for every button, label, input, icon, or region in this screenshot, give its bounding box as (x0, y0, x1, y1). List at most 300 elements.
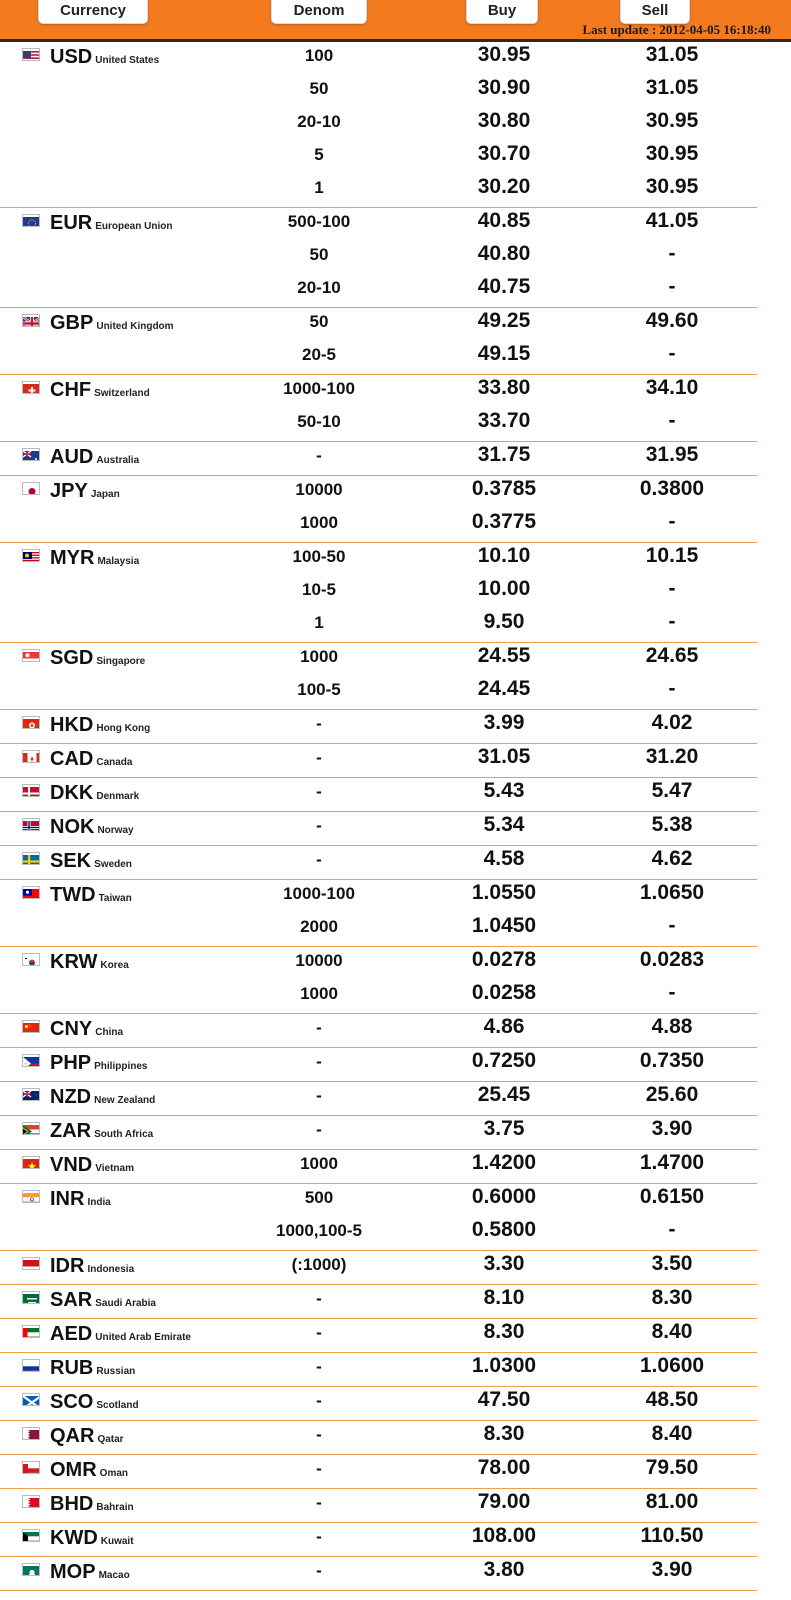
currency-group-rub (0, 1353, 757, 1387)
sell-rate: 8.30 (651, 1286, 693, 1309)
no-flag-icon (22, 818, 40, 831)
buy-rate: 4.86 (483, 1015, 525, 1038)
denom-value: 20-10 (297, 112, 341, 131)
buy-rate: 3.80 (483, 1558, 525, 1581)
buy-rate: 8.10 (483, 1286, 525, 1309)
currency-group-twd (0, 880, 757, 947)
currency-country: European Union (95, 221, 173, 232)
denom-value: - (316, 1018, 322, 1037)
dk-flag-icon (22, 784, 40, 797)
currency-code: SCO (50, 1391, 94, 1413)
currency-code: NZD (50, 1086, 92, 1108)
buy-rate: 40.85 (477, 209, 531, 232)
sell-rate: 5.38 (651, 813, 693, 836)
buy-column-button[interactable]: Buy (466, 0, 538, 24)
in-flag-icon (22, 1190, 40, 1203)
eu-flag-icon (22, 214, 40, 227)
buy-rate: 9.50 (483, 610, 525, 633)
currency-country: United Kingdom (96, 321, 174, 332)
sell-rate: - (668, 577, 676, 600)
denom-value: (:1000) (291, 1255, 347, 1274)
buy-rate: 0.3775 (471, 510, 537, 533)
currency-group-usd (0, 42, 757, 208)
table-row (0, 1048, 757, 1081)
denom-value: 1 (314, 178, 324, 197)
denom-value: - (316, 1561, 322, 1580)
ph-flag-icon (22, 1054, 40, 1067)
om-flag-icon (22, 1461, 40, 1474)
denom-value: 1000,100-5 (275, 1221, 363, 1240)
denom-value: 100-5 (297, 680, 341, 699)
mo-flag-icon (22, 1563, 40, 1576)
currency-code: KRW (50, 951, 98, 973)
denom-value: 50 (309, 245, 329, 264)
denom-value: - (316, 1493, 322, 1512)
currency-group-krw (0, 947, 757, 1014)
table-row (0, 1014, 757, 1047)
us-flag-icon (22, 48, 40, 61)
currency-country: Philippines (94, 1061, 148, 1072)
denom-value: 5 (314, 145, 324, 164)
au-flag-icon (22, 448, 40, 461)
denom-value: - (316, 1289, 322, 1308)
denom-value: 2000 (300, 917, 338, 936)
denom-value: - (316, 1086, 322, 1105)
sell-rate: 8.40 (651, 1422, 693, 1445)
denom-value: 500-100 (287, 212, 351, 231)
sell-rate: 110.50 (640, 1524, 704, 1547)
header-bar (0, 0, 791, 42)
currency-country: Vietnam (95, 1163, 134, 1174)
denom-value: 1000-100 (283, 379, 355, 398)
sell-rate: 24.65 (645, 644, 699, 667)
currency-country: Singapore (96, 656, 146, 667)
table-row (0, 1285, 757, 1318)
bh-flag-icon (22, 1495, 40, 1508)
table-row (0, 1387, 757, 1420)
currency-country: Macao (98, 1570, 130, 1581)
sell-rate: 0.7350 (639, 1049, 705, 1072)
sell-rate: 4.62 (651, 847, 693, 870)
table-row (0, 980, 757, 1013)
sell-rate: 30.95 (645, 109, 699, 132)
table-row (0, 543, 757, 576)
sell-rate: 5.47 (651, 779, 693, 802)
denom-value: 20-10 (297, 278, 341, 297)
sell-rate: 3.90 (651, 1558, 693, 1581)
currency-country: Malaysia (97, 556, 140, 567)
denom-value: 100 (304, 46, 334, 65)
table-row (0, 1082, 757, 1115)
buy-rate: 24.45 (477, 677, 531, 700)
denom-value: 1000 (300, 647, 338, 666)
sell-rate: - (668, 914, 676, 937)
currency-group-idr (0, 1251, 757, 1285)
denom-value: - (316, 1052, 322, 1071)
buy-rate: 30.80 (477, 109, 531, 132)
buy-rate: 0.7250 (471, 1049, 537, 1072)
buy-rate: 10.10 (477, 544, 531, 567)
denom-value: - (316, 1527, 322, 1546)
buy-rate: 0.6000 (471, 1185, 537, 1208)
table-row (0, 341, 757, 374)
currency-code: AED (50, 1323, 93, 1345)
buy-rate: 49.15 (477, 342, 531, 365)
currency-code: SAR (50, 1289, 93, 1311)
sell-column-button[interactable]: Sell (620, 0, 690, 24)
denom-value: - (316, 748, 322, 767)
currency-group-qar (0, 1421, 757, 1455)
denom-value: 1000-100 (283, 884, 355, 903)
buy-rate: 0.0258 (471, 981, 537, 1004)
currency-country: Kuwait (100, 1536, 134, 1547)
gb-flag-icon (22, 314, 40, 327)
currency-country: Canada (96, 757, 133, 768)
table-row (0, 1116, 757, 1149)
currency-group-dkk (0, 778, 757, 812)
sell-rate: - (668, 1218, 676, 1241)
currency-code: QAR (50, 1425, 95, 1447)
currency-label (50, 816, 134, 839)
denom-value: - (316, 446, 322, 465)
table-row (0, 576, 757, 609)
denom-value: 1 (314, 613, 324, 632)
currency-group-sar (0, 1285, 757, 1319)
sell-rate: 31.05 (645, 43, 699, 66)
currency-code: BHD (50, 1493, 94, 1515)
hk-flag-icon (22, 716, 40, 729)
sell-rate: - (668, 409, 676, 432)
denom-value: 1000 (300, 1154, 338, 1173)
currency-country: Taiwan (98, 893, 132, 904)
denom-value: - (316, 816, 322, 835)
table-row (0, 812, 757, 845)
table-row (0, 1421, 757, 1454)
denom-value: 10000 (295, 480, 343, 499)
sell-rate: 0.3800 (639, 477, 705, 500)
my-flag-icon (22, 549, 40, 562)
currency-code: USD (50, 46, 93, 68)
table-row (0, 1455, 757, 1488)
currency-country: United States (95, 55, 160, 66)
denom-value: 100-50 (292, 547, 346, 566)
currency-label (50, 850, 132, 873)
za-flag-icon (22, 1122, 40, 1135)
currency-label (50, 1052, 147, 1075)
table-row (0, 676, 757, 709)
table-row (0, 846, 757, 879)
buy-rate: 33.70 (477, 409, 531, 432)
table-row (0, 208, 757, 241)
currency-label (50, 884, 132, 907)
currency-code: GBP (50, 312, 94, 334)
currency-group-zar (0, 1116, 757, 1150)
sell-rate: 49.60 (645, 309, 699, 332)
currency-label (50, 547, 139, 570)
currency-country: Saudi Arabia (95, 1298, 156, 1309)
sell-rate: 31.95 (645, 443, 699, 466)
currency-column-button[interactable]: Currency (38, 0, 148, 24)
currency-country: Indonesia (87, 1264, 135, 1275)
currency-label (50, 1323, 191, 1346)
table-row (0, 375, 757, 408)
se-flag-icon (22, 852, 40, 865)
currency-country: Sweden (94, 859, 132, 870)
buy-rate: 8.30 (483, 1422, 525, 1445)
currency-label (50, 1154, 134, 1177)
sell-rate: - (668, 677, 676, 700)
currency-label (50, 1425, 124, 1448)
sell-rate: 8.40 (651, 1320, 693, 1343)
table-row (0, 274, 757, 307)
table-row (0, 1150, 757, 1183)
sell-rate: 79.50 (645, 1456, 699, 1479)
sell-rate: 30.95 (645, 175, 699, 198)
table-row (0, 947, 757, 980)
currency-country: India (87, 1197, 111, 1208)
currency-label (50, 379, 150, 402)
sell-rate: 1.0650 (639, 881, 705, 904)
table-row (0, 241, 757, 274)
currency-country: Russian (96, 1366, 136, 1377)
jp-flag-icon (22, 482, 40, 495)
currency-country: United Arab Emirate (95, 1332, 191, 1343)
sell-rate: - (668, 242, 676, 265)
denom-value: - (316, 1357, 322, 1376)
table-row (0, 408, 757, 441)
currency-country: Japan (90, 489, 120, 500)
currency-group-mop (0, 1557, 757, 1591)
currency-code: PHP (50, 1052, 92, 1074)
currency-country: China (95, 1027, 124, 1038)
buy-rate: 0.3785 (471, 477, 537, 500)
ru-flag-icon (22, 1359, 40, 1372)
buy-rate: 5.43 (483, 779, 525, 802)
table-row (0, 1217, 757, 1250)
currency-group-cad (0, 744, 757, 778)
buy-rate: 30.90 (477, 76, 531, 99)
currency-group-jpy (0, 476, 757, 543)
currency-group-php (0, 1048, 757, 1082)
currency-group-hkd (0, 710, 757, 744)
denom-value: 50 (309, 312, 329, 331)
currency-group-nzd (0, 1082, 757, 1116)
cn-flag-icon (22, 1020, 40, 1033)
buy-rate: 25.45 (477, 1083, 531, 1106)
table-row (0, 744, 757, 777)
currency-country: Hong Kong (96, 723, 151, 734)
table-row (0, 308, 757, 341)
kw-flag-icon (22, 1529, 40, 1542)
currency-group-sgd (0, 643, 757, 710)
buy-rate: 78.00 (477, 1456, 531, 1479)
sell-rate: 34.10 (645, 376, 699, 399)
buy-rate: 0.5800 (471, 1218, 537, 1241)
currency-group-cny (0, 1014, 757, 1048)
denom-value: 20-5 (301, 345, 337, 364)
currency-group-omr (0, 1455, 757, 1489)
table-row (0, 1184, 757, 1217)
sell-rate: 3.90 (651, 1117, 693, 1140)
denom-value: - (316, 850, 322, 869)
currency-code: MOP (50, 1561, 96, 1583)
currency-group-gbp (0, 308, 757, 375)
table-row (0, 1251, 757, 1284)
sell-rate: - (668, 981, 676, 1004)
denom-column-button[interactable]: Denom (271, 0, 367, 24)
table-row (0, 509, 757, 542)
table-row (0, 778, 757, 811)
currency-group-sco (0, 1387, 757, 1421)
buy-rate: 30.95 (477, 43, 531, 66)
sell-rate: 81.00 (645, 1490, 699, 1513)
sell-rate: - (668, 342, 676, 365)
tw-flag-icon (22, 886, 40, 899)
table-row (0, 1353, 757, 1386)
sell-rate: 10.15 (645, 544, 699, 567)
currency-group-vnd (0, 1150, 757, 1184)
table-row (0, 609, 757, 642)
currency-group-aed (0, 1319, 757, 1353)
buy-rate: 3.75 (483, 1117, 525, 1140)
table-row (0, 476, 757, 509)
currency-label (50, 1357, 135, 1380)
currency-label (50, 480, 120, 503)
id-flag-icon (22, 1257, 40, 1270)
denom-value: 50 (309, 79, 329, 98)
currency-group-eur (0, 208, 757, 308)
buy-rate: 3.99 (483, 711, 525, 734)
sg-flag-icon (22, 649, 40, 662)
table-row (0, 1319, 757, 1352)
currency-code: VND (50, 1154, 93, 1176)
buy-rate: 47.50 (477, 1388, 531, 1411)
buy-rate: 40.80 (477, 242, 531, 265)
currency-country: Bahrain (96, 1502, 134, 1513)
buy-rate: 0.0278 (471, 948, 537, 971)
currency-country: Norway (97, 825, 134, 836)
denom-value: - (316, 1323, 322, 1342)
table-row (0, 880, 757, 913)
buy-rate: 49.25 (477, 309, 531, 332)
denom-value: - (316, 1425, 322, 1444)
buy-rate: 31.75 (477, 443, 531, 466)
denom-value: - (316, 782, 322, 801)
buy-rate: 3.30 (483, 1252, 525, 1275)
currency-label (50, 312, 174, 335)
currency-country: Oman (99, 1468, 129, 1479)
table-row (0, 710, 757, 743)
table-row (0, 442, 757, 475)
qa-flag-icon (22, 1427, 40, 1440)
table-row (0, 141, 757, 174)
currency-group-kwd (0, 1523, 757, 1557)
currency-country: Scotland (96, 1400, 139, 1411)
kr-flag-icon (22, 953, 40, 966)
currency-code: JPY (50, 480, 88, 502)
currency-code: AUD (50, 446, 94, 468)
buy-rate: 30.70 (477, 142, 531, 165)
currency-label (50, 951, 129, 974)
currency-label (50, 1255, 134, 1278)
currency-group-bhd (0, 1489, 757, 1523)
currency-label (50, 1120, 153, 1143)
currency-label (50, 1391, 139, 1414)
buy-rate: 31.05 (477, 745, 531, 768)
buy-rate: 1.0450 (471, 914, 537, 937)
sell-rate: 48.50 (645, 1388, 699, 1411)
sell-rate: 41.05 (645, 209, 699, 232)
buy-rate: 1.0550 (471, 881, 537, 904)
currency-code: SGD (50, 647, 94, 669)
denom-value: - (316, 714, 322, 733)
currency-group-sek (0, 846, 757, 880)
currency-country: Qatar (97, 1434, 124, 1445)
table-row (0, 913, 757, 946)
denom-value: - (316, 1391, 322, 1410)
sell-rate: 1.0600 (639, 1354, 705, 1377)
buy-rate: 108.00 (471, 1524, 537, 1547)
ch-flag-icon (22, 381, 40, 394)
buy-rate: 1.4200 (471, 1151, 537, 1174)
currency-code: DKK (50, 782, 94, 804)
currency-code: EUR (50, 212, 93, 234)
currency-label (50, 1493, 134, 1516)
denom-value: 1000 (300, 984, 338, 1003)
table-row (0, 643, 757, 676)
sell-rate: 3.50 (651, 1252, 693, 1275)
sell-rate: 4.02 (651, 711, 693, 734)
currency-label (50, 212, 172, 235)
currency-code: INR (50, 1188, 85, 1210)
currency-label (50, 748, 132, 771)
buy-rate: 40.75 (477, 275, 531, 298)
ca-flag-icon (22, 750, 40, 763)
currency-country: Korea (100, 960, 129, 971)
currency-label (50, 714, 150, 737)
currency-label (50, 1561, 130, 1584)
buy-rate: 4.58 (483, 847, 525, 870)
currency-code: SEK (50, 850, 92, 872)
currency-group-inr (0, 1184, 757, 1251)
sell-rate: - (668, 610, 676, 633)
currency-label (50, 46, 159, 69)
sell-rate: 4.88 (651, 1015, 693, 1038)
currency-group-nok (0, 812, 757, 846)
sell-rate: - (668, 275, 676, 298)
sell-rate: 25.60 (645, 1083, 699, 1106)
currency-code: HKD (50, 714, 94, 736)
currency-code: CHF (50, 379, 92, 401)
sa-flag-icon (22, 1291, 40, 1304)
buy-rate: 33.80 (477, 376, 531, 399)
currency-label (50, 1289, 156, 1312)
sell-rate: 0.0283 (639, 948, 705, 971)
buy-rate: 1.0300 (471, 1354, 537, 1377)
denom-value: 10-5 (301, 580, 337, 599)
denom-value: 50-10 (297, 412, 341, 431)
currency-code: ZAR (50, 1120, 92, 1142)
currency-label (50, 782, 139, 805)
nz-flag-icon (22, 1088, 40, 1101)
sell-rate: 0.6150 (639, 1185, 705, 1208)
currency-group-aud (0, 442, 757, 476)
currency-country: New Zealand (94, 1095, 156, 1106)
denom-value: - (316, 1120, 322, 1139)
currency-country: South Africa (94, 1129, 154, 1140)
currency-label (50, 1527, 134, 1550)
currency-country: Switzerland (94, 388, 150, 399)
